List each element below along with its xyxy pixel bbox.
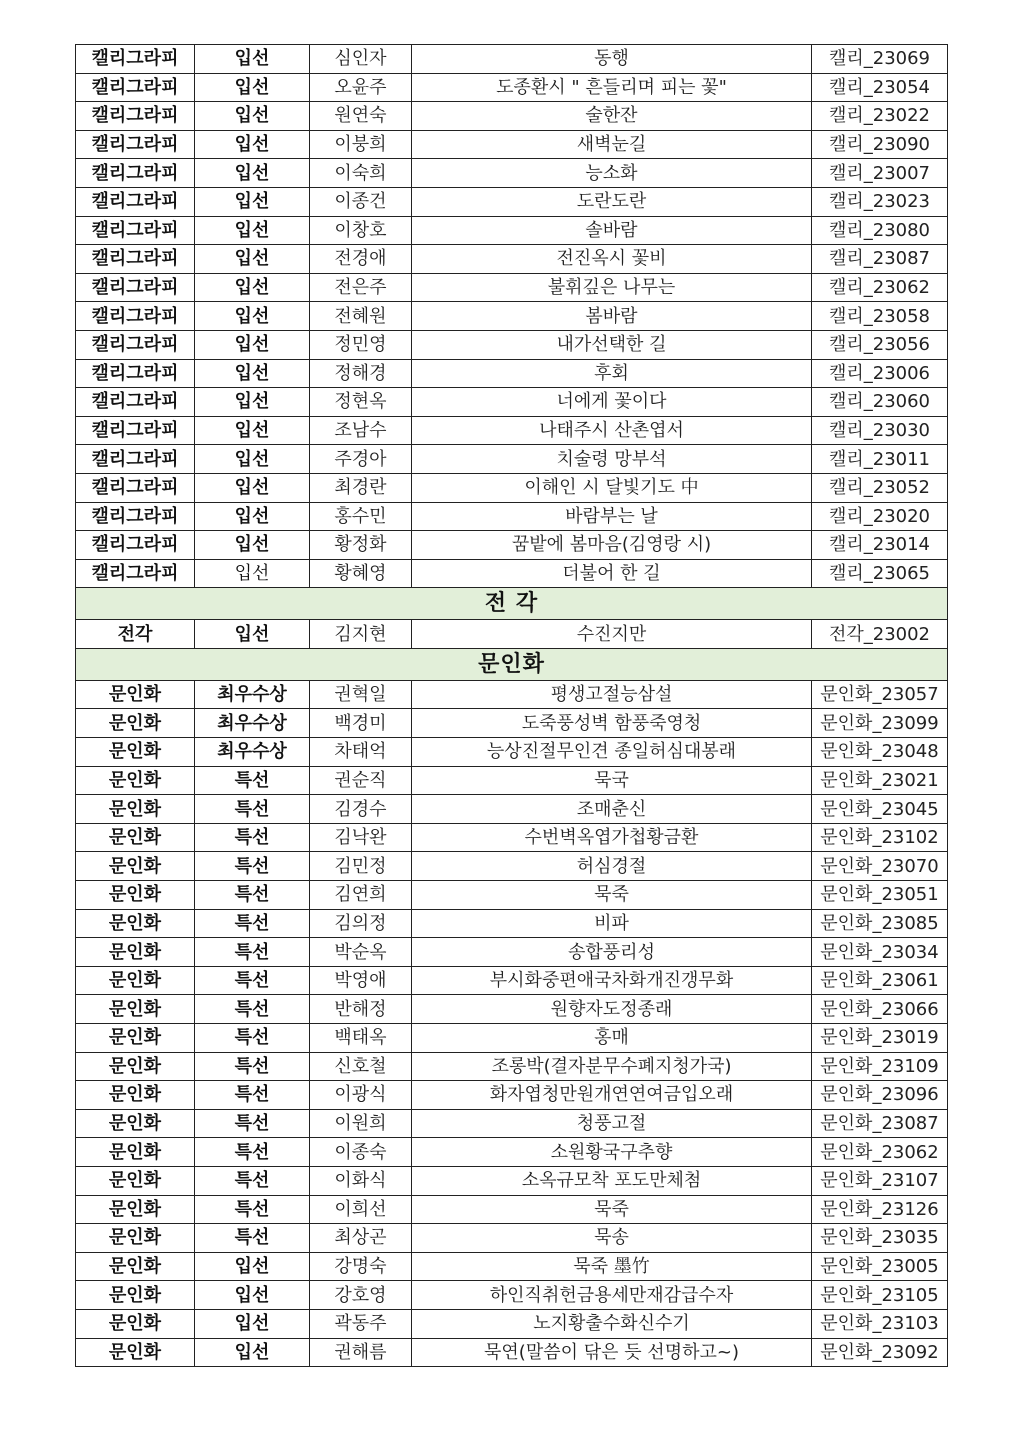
award-cell: 특선 xyxy=(195,1109,310,1138)
title-cell: 도죽풍성벽 함풍죽영청 xyxy=(412,709,812,738)
title-cell: 부시화중편애국차화개진갱무화 xyxy=(412,966,812,995)
title-cell: 솔바람 xyxy=(412,216,812,245)
category-cell: 캘리그라피 xyxy=(76,559,195,588)
code-cell: 캘리_23007 xyxy=(812,159,948,188)
award-cell: 입선 xyxy=(195,531,310,560)
table-row xyxy=(76,216,948,245)
title-cell: 평생고절능삼설 xyxy=(412,680,812,709)
title-cell: 후회 xyxy=(412,359,812,388)
code-cell: 캘리_23058 xyxy=(812,302,948,331)
category-cell: 캘리그라피 xyxy=(76,159,195,188)
category-cell: 문인화 xyxy=(76,1138,195,1167)
table-row xyxy=(76,966,948,995)
category-cell: 문인화 xyxy=(76,1224,195,1253)
award-cell: 특선 xyxy=(195,1195,310,1224)
code-cell: 문인화_23051 xyxy=(812,881,948,910)
category-cell: 문인화 xyxy=(76,738,195,767)
code-cell: 문인화_23048 xyxy=(812,738,948,767)
title-cell: 송합풍리성 xyxy=(412,938,812,967)
category-cell: 문인화 xyxy=(76,766,195,795)
title-cell: 묵죽 xyxy=(412,1195,812,1224)
category-cell: 문인화 xyxy=(76,966,195,995)
table-row xyxy=(76,445,948,474)
name-cell: 김의정 xyxy=(310,909,412,938)
code-cell: 문인화_23062 xyxy=(812,1138,948,1167)
category-cell: 문인화 xyxy=(76,1195,195,1224)
title-cell: 수번벽옥엽가첩황금환 xyxy=(412,823,812,852)
award-cell: 특선 xyxy=(195,966,310,995)
name-cell: 백경미 xyxy=(310,709,412,738)
category-cell: 전각 xyxy=(76,620,195,649)
name-cell: 권혁일 xyxy=(310,680,412,709)
code-cell: 캘리_23023 xyxy=(812,187,948,216)
name-cell: 정현옥 xyxy=(310,388,412,417)
code-cell: 문인화_23126 xyxy=(812,1195,948,1224)
title-cell: 허심경절 xyxy=(412,852,812,881)
category-cell: 문인화 xyxy=(76,823,195,852)
title-cell: 꿈밭에 봄마음(김영랑 시) xyxy=(412,531,812,560)
table-row xyxy=(76,273,948,302)
table-row xyxy=(76,330,948,359)
name-cell: 이화식 xyxy=(310,1166,412,1195)
category-cell: 캘리그라피 xyxy=(76,531,195,560)
award-cell: 입선 xyxy=(195,502,310,531)
name-cell: 원연숙 xyxy=(310,102,412,131)
code-cell: 캘리_23060 xyxy=(812,388,948,417)
name-cell: 최상곤 xyxy=(310,1224,412,1253)
name-cell: 조남수 xyxy=(310,416,412,445)
table-row xyxy=(76,680,948,709)
code-cell: 문인화_23099 xyxy=(812,709,948,738)
category-cell: 캘리그라피 xyxy=(76,245,195,274)
code-cell: 문인화_23066 xyxy=(812,995,948,1024)
category-cell: 문인화 xyxy=(76,680,195,709)
title-cell: 청풍고절 xyxy=(412,1109,812,1138)
table-row xyxy=(76,1052,948,1081)
award-cell: 특선 xyxy=(195,1052,310,1081)
code-cell: 캘리_23030 xyxy=(812,416,948,445)
table-row xyxy=(76,1338,948,1367)
award-cell: 입선 xyxy=(195,102,310,131)
award-cell: 입선 xyxy=(195,302,310,331)
category-cell: 캘리그라피 xyxy=(76,216,195,245)
code-cell: 문인화_23070 xyxy=(812,852,948,881)
award-cell: 최우수상 xyxy=(195,709,310,738)
name-cell: 강호영 xyxy=(310,1281,412,1310)
table-row xyxy=(76,1309,948,1338)
title-cell: 원향자도정종래 xyxy=(412,995,812,1024)
category-cell: 문인화 xyxy=(76,909,195,938)
title-cell: 능상진절무인견 종일허심대봉래 xyxy=(412,738,812,767)
table-row xyxy=(76,45,948,74)
code-cell: 캘리_23020 xyxy=(812,502,948,531)
name-cell: 이종숙 xyxy=(310,1138,412,1167)
name-cell: 이종건 xyxy=(310,187,412,216)
table-row xyxy=(76,1195,948,1224)
title-cell: 묵국 xyxy=(412,766,812,795)
code-cell: 캘리_23065 xyxy=(812,559,948,588)
award-cell: 특선 xyxy=(195,823,310,852)
code-cell: 캘리_23062 xyxy=(812,273,948,302)
category-cell: 캘리그라피 xyxy=(76,73,195,102)
name-cell: 김민정 xyxy=(310,852,412,881)
name-cell: 백태옥 xyxy=(310,1024,412,1053)
code-cell: 문인화_23061 xyxy=(812,966,948,995)
code-cell: 캘리_23054 xyxy=(812,73,948,102)
category-cell: 문인화 xyxy=(76,1252,195,1281)
name-cell: 전경애 xyxy=(310,245,412,274)
name-cell: 오윤주 xyxy=(310,73,412,102)
category-cell: 문인화 xyxy=(76,1024,195,1053)
award-cell: 입선 xyxy=(195,559,310,588)
title-cell: 홍매 xyxy=(412,1024,812,1053)
code-cell: 캘리_23056 xyxy=(812,330,948,359)
table-row xyxy=(76,1109,948,1138)
table-row xyxy=(76,359,948,388)
code-cell: 문인화_23087 xyxy=(812,1109,948,1138)
category-cell: 캘리그라피 xyxy=(76,273,195,302)
name-cell: 신호철 xyxy=(310,1052,412,1081)
award-cell: 특선 xyxy=(195,766,310,795)
title-cell: 화자엽청만원개연연여금입오래 xyxy=(412,1081,812,1110)
category-cell: 캘리그라피 xyxy=(76,359,195,388)
code-cell: 캘리_23014 xyxy=(812,531,948,560)
category-cell: 캘리그라피 xyxy=(76,502,195,531)
code-cell: 캘리_23022 xyxy=(812,102,948,131)
results-table xyxy=(75,44,948,1367)
name-cell: 황정화 xyxy=(310,531,412,560)
award-cell: 입선 xyxy=(195,216,310,245)
table-row xyxy=(76,1281,948,1310)
table-row xyxy=(76,852,948,881)
name-cell: 심인자 xyxy=(310,45,412,74)
category-cell: 문인화 xyxy=(76,1081,195,1110)
table-row xyxy=(76,388,948,417)
title-cell: 이해인 시 달빛기도 中 xyxy=(412,473,812,502)
table-row xyxy=(76,1138,948,1167)
name-cell: 박영애 xyxy=(310,966,412,995)
name-cell: 박순옥 xyxy=(310,938,412,967)
category-cell: 문인화 xyxy=(76,1052,195,1081)
title-cell: 도종환시 " 흔들리며 피는 꽃" xyxy=(412,73,812,102)
table-row xyxy=(76,1166,948,1195)
name-cell: 황혜영 xyxy=(310,559,412,588)
table-row xyxy=(76,795,948,824)
category-cell: 문인화 xyxy=(76,881,195,910)
table-row xyxy=(76,245,948,274)
section-title: 문인화 xyxy=(76,648,948,680)
name-cell: 주경아 xyxy=(310,445,412,474)
category-cell: 캘리그라피 xyxy=(76,473,195,502)
name-cell: 이숙희 xyxy=(310,159,412,188)
title-cell: 소옥규모착 포도만체첨 xyxy=(412,1166,812,1195)
code-cell: 캘리_23080 xyxy=(812,216,948,245)
code-cell: 문인화_23045 xyxy=(812,795,948,824)
award-cell: 최우수상 xyxy=(195,680,310,709)
name-cell: 김지현 xyxy=(310,620,412,649)
table-row xyxy=(76,938,948,967)
code-cell: 문인화_23057 xyxy=(812,680,948,709)
award-cell: 입선 xyxy=(195,1281,310,1310)
title-cell: 전진옥시 꽃비 xyxy=(412,245,812,274)
name-cell: 정해경 xyxy=(310,359,412,388)
code-cell: 문인화_23107 xyxy=(812,1166,948,1195)
code-cell: 캘리_23052 xyxy=(812,473,948,502)
code-cell: 문인화_23035 xyxy=(812,1224,948,1253)
title-cell: 봄바람 xyxy=(412,302,812,331)
name-cell: 반해정 xyxy=(310,995,412,1024)
code-cell: 문인화_23102 xyxy=(812,823,948,852)
title-cell: 바람부는 날 xyxy=(412,502,812,531)
code-cell: 문인화_23021 xyxy=(812,766,948,795)
code-cell: 캘리_23069 xyxy=(812,45,948,74)
section-header-row xyxy=(76,588,948,620)
code-cell: 전각_23002 xyxy=(812,620,948,649)
title-cell: 묵송 xyxy=(412,1224,812,1253)
section-title: 전 각 xyxy=(76,588,948,620)
title-cell: 너에게 꽃이다 xyxy=(412,388,812,417)
award-cell: 특선 xyxy=(195,909,310,938)
category-cell: 캘리그라피 xyxy=(76,302,195,331)
award-cell: 특선 xyxy=(195,881,310,910)
table-row xyxy=(76,416,948,445)
category-cell: 문인화 xyxy=(76,1109,195,1138)
name-cell: 홍수민 xyxy=(310,502,412,531)
title-cell: 동행 xyxy=(412,45,812,74)
title-cell: 치술령 망부석 xyxy=(412,445,812,474)
table-row xyxy=(76,1252,948,1281)
name-cell: 정민영 xyxy=(310,330,412,359)
category-cell: 문인화 xyxy=(76,795,195,824)
award-cell: 입선 xyxy=(195,187,310,216)
code-cell: 문인화_23034 xyxy=(812,938,948,967)
code-cell: 문인화_23005 xyxy=(812,1252,948,1281)
award-cell: 특선 xyxy=(195,1081,310,1110)
table-row xyxy=(76,531,948,560)
category-cell: 캘리그라피 xyxy=(76,416,195,445)
title-cell: 하인직취헌금용세만재감급수자 xyxy=(412,1281,812,1310)
award-cell: 입선 xyxy=(195,159,310,188)
title-cell: 묵연(말씀이 닦은 듯 선명하고~) xyxy=(412,1338,812,1367)
table-row xyxy=(76,1224,948,1253)
name-cell: 전혜원 xyxy=(310,302,412,331)
award-cell: 특선 xyxy=(195,1224,310,1253)
name-cell: 차태억 xyxy=(310,738,412,767)
title-cell: 술한잔 xyxy=(412,102,812,131)
award-cell: 입선 xyxy=(195,445,310,474)
table-row xyxy=(76,881,948,910)
title-cell: 비파 xyxy=(412,909,812,938)
code-cell: 캘리_23087 xyxy=(812,245,948,274)
award-cell: 입선 xyxy=(195,273,310,302)
code-cell: 캘리_23011 xyxy=(812,445,948,474)
code-cell: 문인화_23109 xyxy=(812,1052,948,1081)
name-cell: 김낙완 xyxy=(310,823,412,852)
title-cell: 더불어 한 길 xyxy=(412,559,812,588)
award-cell: 특선 xyxy=(195,795,310,824)
name-cell: 이붕희 xyxy=(310,130,412,159)
award-cell: 입선 xyxy=(195,330,310,359)
table-row xyxy=(76,302,948,331)
award-cell: 특선 xyxy=(195,995,310,1024)
award-cell: 입선 xyxy=(195,473,310,502)
award-cell: 입선 xyxy=(195,1309,310,1338)
code-cell: 문인화_23019 xyxy=(812,1024,948,1053)
award-cell: 특선 xyxy=(195,1138,310,1167)
table-row xyxy=(76,738,948,767)
category-cell: 캘리그라피 xyxy=(76,388,195,417)
title-cell: 내가선택한 길 xyxy=(412,330,812,359)
award-cell: 특선 xyxy=(195,852,310,881)
table-row xyxy=(76,1081,948,1110)
category-cell: 문인화 xyxy=(76,995,195,1024)
award-cell: 특선 xyxy=(195,1024,310,1053)
table-row xyxy=(76,995,948,1024)
code-cell: 캘리_23090 xyxy=(812,130,948,159)
table-row xyxy=(76,559,948,588)
name-cell: 곽동주 xyxy=(310,1309,412,1338)
name-cell: 강명숙 xyxy=(310,1252,412,1281)
name-cell: 김경수 xyxy=(310,795,412,824)
category-cell: 캘리그라피 xyxy=(76,330,195,359)
title-cell: 묵죽 xyxy=(412,881,812,910)
award-cell: 입선 xyxy=(195,130,310,159)
award-cell: 입선 xyxy=(195,73,310,102)
award-cell: 입선 xyxy=(195,45,310,74)
table-row xyxy=(76,102,948,131)
code-cell: 문인화_23096 xyxy=(812,1081,948,1110)
table-row xyxy=(76,766,948,795)
award-cell: 특선 xyxy=(195,1166,310,1195)
award-cell: 입선 xyxy=(195,416,310,445)
category-cell: 문인화 xyxy=(76,1166,195,1195)
category-cell: 문인화 xyxy=(76,1281,195,1310)
table-row xyxy=(76,823,948,852)
award-cell: 입선 xyxy=(195,1338,310,1367)
category-cell: 캘리그라피 xyxy=(76,45,195,74)
table-row xyxy=(76,909,948,938)
table-row xyxy=(76,473,948,502)
table-row xyxy=(76,1024,948,1053)
name-cell: 이희선 xyxy=(310,1195,412,1224)
category-cell: 문인화 xyxy=(76,938,195,967)
table-row xyxy=(76,187,948,216)
title-cell: 묵죽 墨竹 xyxy=(412,1252,812,1281)
category-cell: 문인화 xyxy=(76,1309,195,1338)
name-cell: 권해름 xyxy=(310,1338,412,1367)
title-cell: 조롱박(결자분무수폐지청가국) xyxy=(412,1052,812,1081)
name-cell: 김연희 xyxy=(310,881,412,910)
code-cell: 캘리_23006 xyxy=(812,359,948,388)
title-cell: 도란도란 xyxy=(412,187,812,216)
name-cell: 권순직 xyxy=(310,766,412,795)
title-cell: 능소화 xyxy=(412,159,812,188)
category-cell: 캘리그라피 xyxy=(76,102,195,131)
name-cell: 최경란 xyxy=(310,473,412,502)
name-cell: 이광식 xyxy=(310,1081,412,1110)
results-table-body xyxy=(76,45,948,1367)
table-row xyxy=(76,130,948,159)
title-cell: 불휘깊은 나무는 xyxy=(412,273,812,302)
category-cell: 캘리그라피 xyxy=(76,187,195,216)
category-cell: 문인화 xyxy=(76,1338,195,1367)
title-cell: 조매춘신 xyxy=(412,795,812,824)
section-header-row xyxy=(76,648,948,680)
table-row xyxy=(76,709,948,738)
category-cell: 문인화 xyxy=(76,709,195,738)
category-cell: 캘리그라피 xyxy=(76,130,195,159)
category-cell: 캘리그라피 xyxy=(76,445,195,474)
award-cell: 입선 xyxy=(195,388,310,417)
title-cell: 수진지만 xyxy=(412,620,812,649)
code-cell: 문인화_23103 xyxy=(812,1309,948,1338)
award-cell: 입선 xyxy=(195,359,310,388)
table-row xyxy=(76,620,948,649)
name-cell: 이원희 xyxy=(310,1109,412,1138)
award-cell: 입선 xyxy=(195,1252,310,1281)
title-cell: 노지황출수화신수기 xyxy=(412,1309,812,1338)
award-cell: 특선 xyxy=(195,938,310,967)
award-cell: 입선 xyxy=(195,620,310,649)
title-cell: 나태주시 산촌엽서 xyxy=(412,416,812,445)
award-cell: 입선 xyxy=(195,245,310,274)
table-row xyxy=(76,73,948,102)
table-row xyxy=(76,502,948,531)
name-cell: 전은주 xyxy=(310,273,412,302)
title-cell: 새벽눈길 xyxy=(412,130,812,159)
code-cell: 문인화_23105 xyxy=(812,1281,948,1310)
code-cell: 문인화_23092 xyxy=(812,1338,948,1367)
award-cell: 최우수상 xyxy=(195,738,310,767)
name-cell: 이창호 xyxy=(310,216,412,245)
code-cell: 문인화_23085 xyxy=(812,909,948,938)
title-cell: 소원황국구추향 xyxy=(412,1138,812,1167)
category-cell: 문인화 xyxy=(76,852,195,881)
table-row xyxy=(76,159,948,188)
